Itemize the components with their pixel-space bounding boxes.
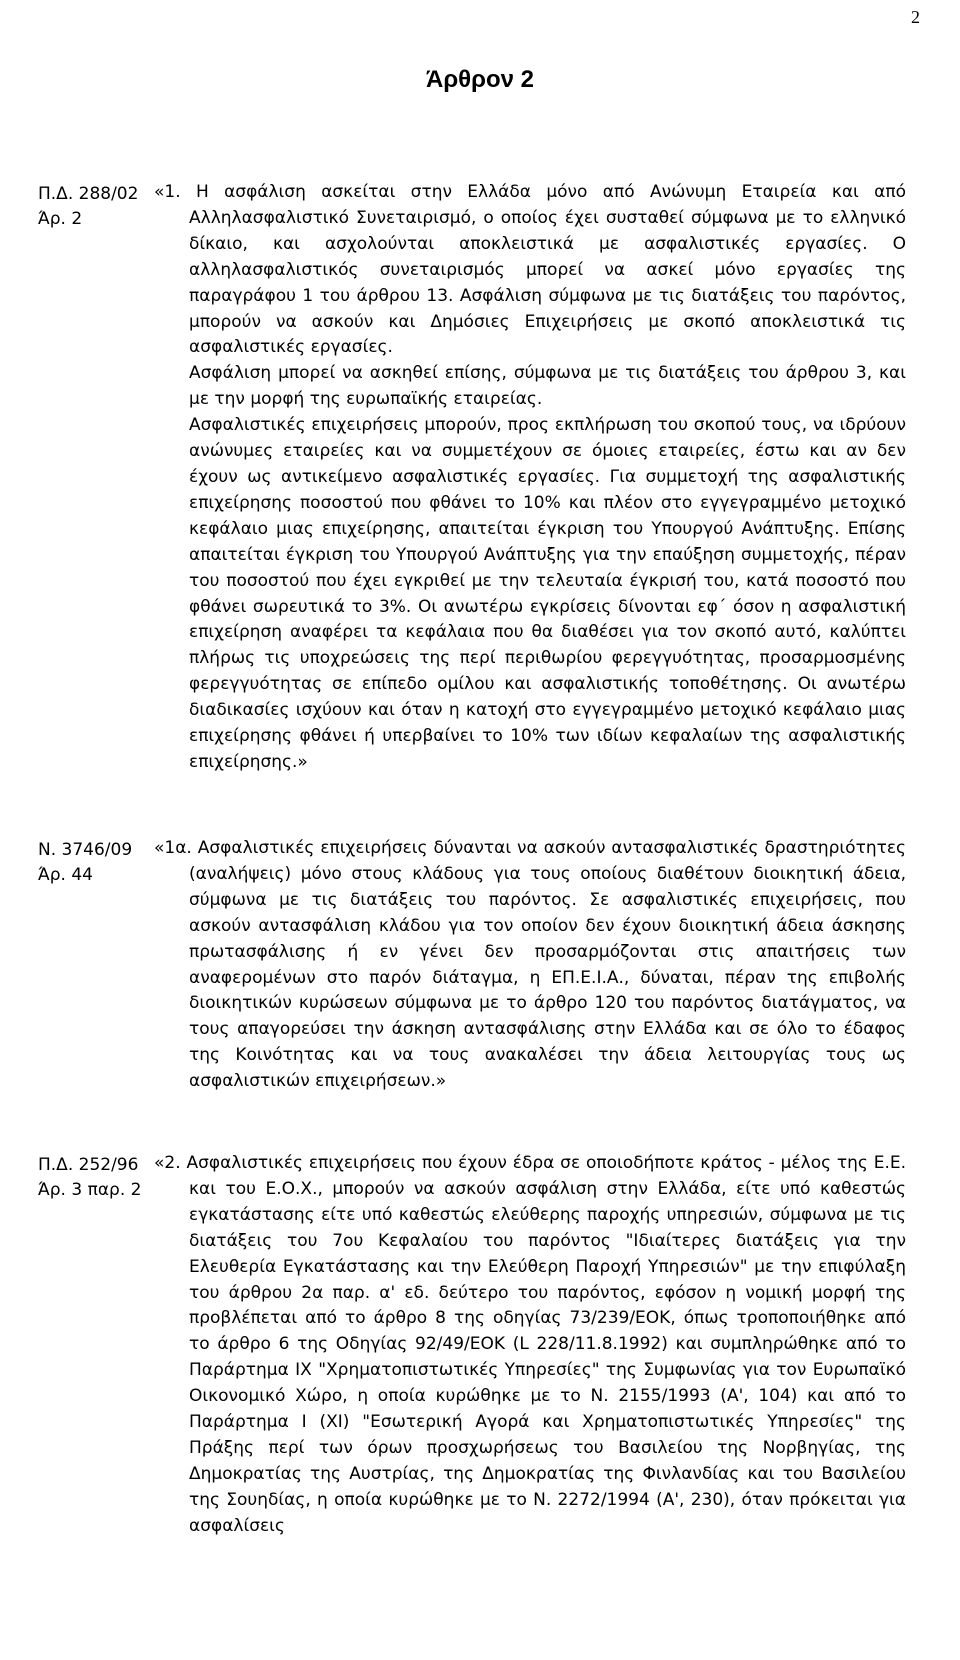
paragraph-1: «1. Η ασφάλιση ασκείται στην Ελλάδα μόνο από Ανώνυμη Εταιρεία και από Αλληλασφαλιστικό Συνεταιρισμό, ο οποίος έχει συσταθεί σύμφωνα με το ελληνικό δίκαιο, και ασχολούνται αποκλειστικά με ασφαλιστικές εργασίες. Ο αλληλασφαλιστικός συνεταιρισμός μπορεί να ασκεί μόνο εργασίες της παραγράφου 1 του άρθρου 13. Ασφάλιση σύμφωνα με τις διατάξεις του παρόντος, μπορούν να ασκούν και Δημόσιες Επιχειρήσεις με σκοπό αποκλειστικά τις ασφαλιστικές εργασίες. <box>154 182 906 358</box>
margin-reference <box>38 838 158 888</box>
section-text <box>154 1151 906 1540</box>
paragraph-2: «2. Ασφαλιστικές επιχειρήσεις που έχουν έδρα σε οποιοδήποτε κράτος - μέλος της Ε.Ε. και του Ε.Ο.Χ., μπορούν να ασκούν ασφάλιση στην Ελλάδα, είτε υπό καθεστώς εγκατάστασης είτε υπό καθεστώς ελεύθερης παροχής υπηρεσιών, σύμφωνα με τις διατάξεις του 7ου Κεφαλαίου του παρόντος "Ιδιαίτερες διατάξεις για την Ελευθερία Εγκατάστασης και την Ελεύθερη Παροχή Υπηρεσιών" με την επιφύλαξη του άρθρου 2α παρ. α' εδ. δεύτερο του παρόντος, εφόσον η νομική μορφή της προβλέπεται από το άρθρο 8 της οδηγίας 73/239/ΕΟΚ, όπως τροποποιήθηκε από το άρθρο 6 της Οδηγίας 92/49/ΕΟΚ (L 228/11.8.1992) και συμπληρώθηκε από το Παράρτημα IX "Χρηματοπιστωτικές Υπηρεσίες" της Συμφωνίας για τον Ευρωπαϊκό Οικονομικό Χώρο, η οποία κυρώθηκε με το Ν. 2155/1993 (Α', 104) και από το Παράρτημα Ι (ΧΙ) "Εσωτερική Αγορά και Χρηματοπιστωτικές Υπηρεσίες" της Πράξης περί των όρων προσχωρήσεως του Βασιλείου της Νορβηγίας, της Δημοκρατίας της Αυστρίας, της Δημοκρατίας της Φινλανδίας και του Βασιλείου της Σουηδίας, η οποία κυρώθηκε με το Ν. 2272/1994 (Α', 230), όταν πρόκειται για ασφαλίσεις <box>154 1153 906 1536</box>
margin-reference-line: Π.Δ. 288/02 <box>38 184 139 204</box>
margin-reference-line: Άρ. 44 <box>38 865 94 885</box>
margin-reference-line: Π.Δ. 252/96 <box>38 1155 139 1175</box>
paragraph-3: Ασφαλιστικές επιχειρήσεις μπορούν, προς εκπλήρωση του σκοπού τους, να ιδρύουν ανώνυμες εταιρείες και να συμμετέχουν σε όμοιες εταιρείες, έστω και αν δεν έχουν ως αντικείμενο ασφαλιστικές εργασίες. Για συμμετοχή της ασφαλιστικής επιχείρησης ποσοστού που φθάνει το 10% και πλέον στο εγγεγραμμένο μετοχικό κεφάλαιο μιας επιχείρησης, απαιτείται έγκριση του Υπουργού Ανάπτυξης. Επίσης απαιτείται έγκριση του Υπουργού Ανάπτυξης για την επαύξηση συμμετοχής, πέραν του ποσοστού που έχει εγκριθεί με την τελευταία έγκρισή του, κατά ποσοστό που φθάνει σωρευτικά το 3%. Οι ανωτέρω εγκρίσεις δίνονται εφ΄ όσον η ασφαλιστική επιχείρηση αναφέρει τα κεφάλαια που θα διαθέσει για τον σκοπό αυτό, καλύπτει πλήρως τις υποχρεώσεις της περί περιθωρίου φερεγγυότητας, προσαρμοσμένης φερεγγυότητας σε επίπεδο ομίλου και ασφαλιστικής τοποθέτησης. Οι ανωτέρω διαδικασίες ισχύουν και όταν η κατοχή στο εγγεγραμμένο μετοχικό κεφάλαιο μιας επιχείρησης φθάνει ή υπερβαίνει το 10% των ιδίων κεφαλαίων της ασφαλιστικής επιχείρησης.» <box>189 415 906 772</box>
margin-reference-line: Άρ. 2 <box>38 209 83 229</box>
paragraph-2: Ασφάλιση μπορεί να ασκηθεί επίσης, σύμφωνα με τις διατάξεις του άρθρου 3, και με την μορφή της ευρωπαϊκής εταιρείας. <box>189 363 906 410</box>
section-text <box>154 836 906 1095</box>
article-title: Άρθρον 2 <box>425 66 535 93</box>
margin-reference <box>38 182 158 232</box>
page-number: 2 <box>911 7 920 27</box>
margin-reference-line: Ν. 3746/09 <box>38 840 133 860</box>
paragraph-1a: «1α. Ασφαλιστικές επιχειρήσεις δύνανται να ασκούν αντασφαλιστικές δραστηριότητες (αναλήψεις) μόνο στους κλάδους για τους οποίους διαθέτουν διοικητική άδεια, σύμφωνα με τις διατάξεις του παρόντος. Σε ασφαλιστικές επιχειρήσεις, που ασκούν αντασφάλιση κλάδου για τον οποίον δεν έχουν διοικητική άδεια άσκησης πρωτασφάλισης ή εν γένει δεν προσαρμόζονται στις απαιτήσεις των αναφερομένων στο παρόν διάταγμα, η ΕΠ.Ε.Ι.Α., δύναται, πέραν της επιβολής διοικητικών κυρώσεων σύμφωνα με το άρθρο 120 του παρόντος διατάγματος, να τους απαγορεύσει την άσκηση αντασφάλισης στην Ελλάδα και σε όλο το έδαφος της Κοινότητας και να τους ανακαλέσει την άδεια λειτουργίας τους ως ασφαλιστικών επιχειρήσεων.» <box>154 838 906 1092</box>
margin-reference <box>38 1153 158 1203</box>
margin-reference-line: Άρ. 3 παρ. 2 <box>38 1180 142 1200</box>
section-text <box>154 180 906 776</box>
